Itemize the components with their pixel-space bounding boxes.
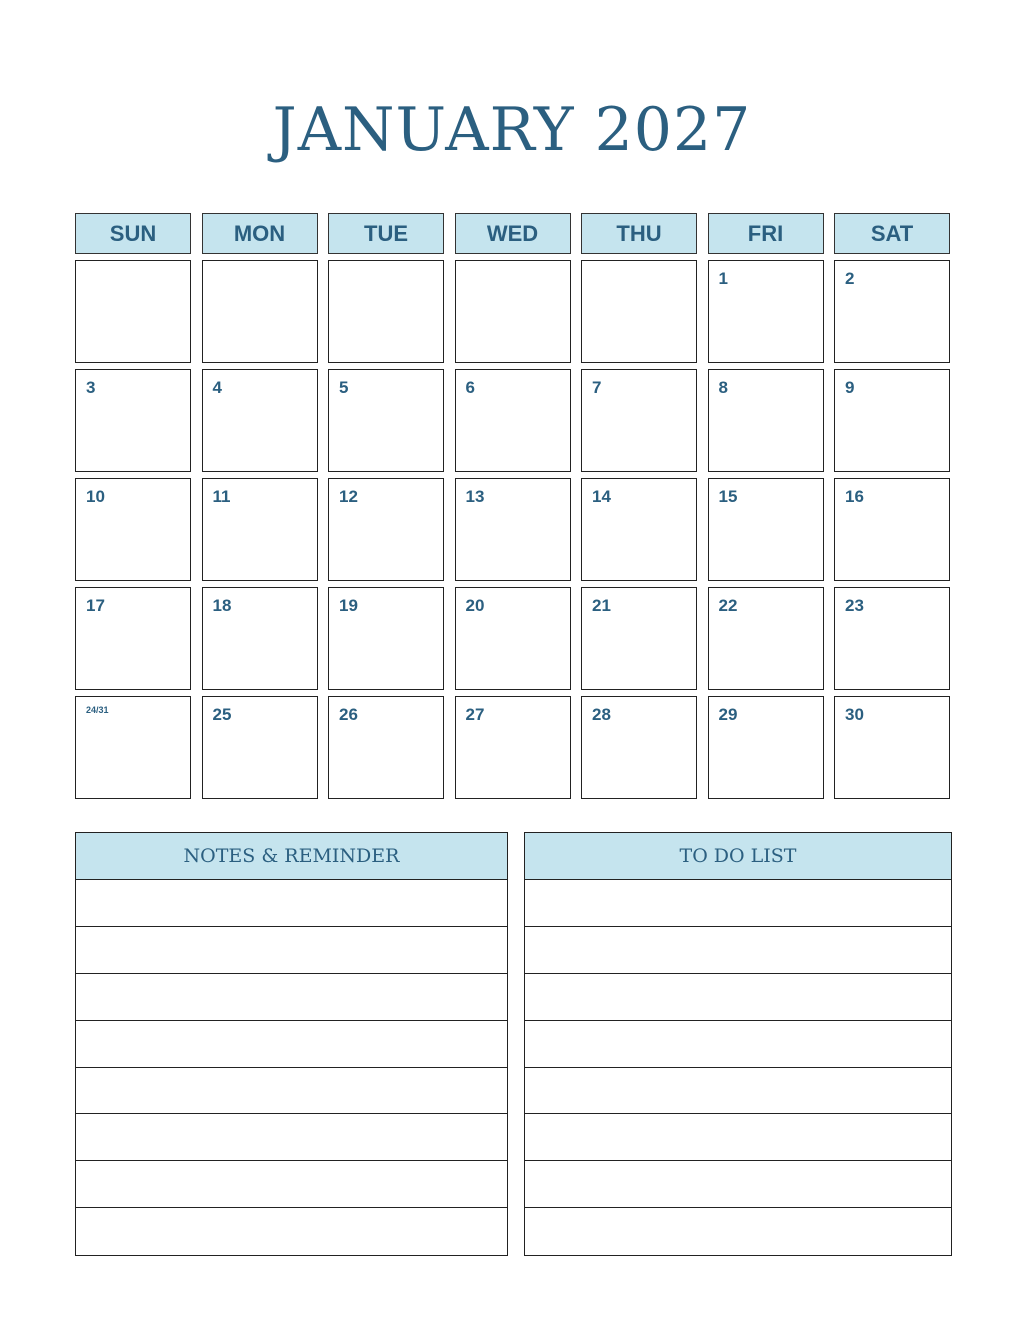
day-cell: 19 [328, 587, 444, 690]
day-cell: 23 [834, 587, 950, 690]
notes-line [76, 1114, 507, 1161]
day-cell: 10 [75, 478, 191, 581]
weekday-header: MON [202, 213, 318, 254]
day-cell [202, 260, 318, 363]
day-cell: 7 [581, 369, 697, 472]
notes-line [76, 880, 507, 927]
day-cell: 15 [708, 478, 824, 581]
day-cell: 20 [455, 587, 571, 690]
day-cell [455, 260, 571, 363]
notes-panel [75, 832, 508, 1256]
notes-line [76, 1068, 507, 1115]
todo-line [525, 880, 951, 927]
notes-line [76, 1161, 507, 1208]
weekday-header: TUE [328, 213, 444, 254]
todo-line [525, 927, 951, 974]
day-cell: 4 [202, 369, 318, 472]
day-cell: 8 [708, 369, 824, 472]
day-cell: 30 [834, 696, 950, 799]
notes-title: NOTES & REMINDER [76, 833, 507, 880]
day-cell: 28 [581, 696, 697, 799]
weekday-header: SAT [834, 213, 950, 254]
day-cell: 14 [581, 478, 697, 581]
day-cell [328, 260, 444, 363]
todo-line [525, 1068, 951, 1115]
day-cell: 9 [834, 369, 950, 472]
notes-line [76, 1021, 507, 1068]
day-cell: 1 [708, 260, 824, 363]
notes-line [76, 1208, 507, 1255]
weekday-header: WED [455, 213, 571, 254]
day-cell: 26 [328, 696, 444, 799]
todo-panel [524, 832, 952, 1256]
todo-lines [525, 880, 951, 1255]
todo-line [525, 1021, 951, 1068]
day-cell: 5 [328, 369, 444, 472]
day-cell: 29 [708, 696, 824, 799]
weekday-header: FRI [708, 213, 824, 254]
day-cell: 16 [834, 478, 950, 581]
todo-line [525, 1161, 951, 1208]
todo-line [525, 974, 951, 1021]
day-cell: 27 [455, 696, 571, 799]
notes-lines [76, 880, 507, 1255]
day-cell: 3 [75, 369, 191, 472]
todo-line [525, 1208, 951, 1255]
day-cell [75, 260, 191, 363]
day-cell: 17 [75, 587, 191, 690]
day-cell [581, 260, 697, 363]
calendar-grid [75, 213, 952, 799]
notes-line [76, 927, 507, 974]
page-title: JANUARY 2027 [272, 95, 752, 165]
day-cell: 6 [455, 369, 571, 472]
day-cell: 24/31 [75, 696, 191, 799]
weekday-header: THU [581, 213, 697, 254]
weekday-header: SUN [75, 213, 191, 254]
day-cell: 22 [708, 587, 824, 690]
day-cell: 12 [328, 478, 444, 581]
todo-title: TO DO LIST [525, 833, 951, 880]
day-cell: 21 [581, 587, 697, 690]
notes-line [76, 974, 507, 1021]
todo-line [525, 1114, 951, 1161]
day-cell: 25 [202, 696, 318, 799]
day-cell: 2 [834, 260, 950, 363]
day-cell: 13 [455, 478, 571, 581]
day-cell: 11 [202, 478, 318, 581]
day-cell: 18 [202, 587, 318, 690]
